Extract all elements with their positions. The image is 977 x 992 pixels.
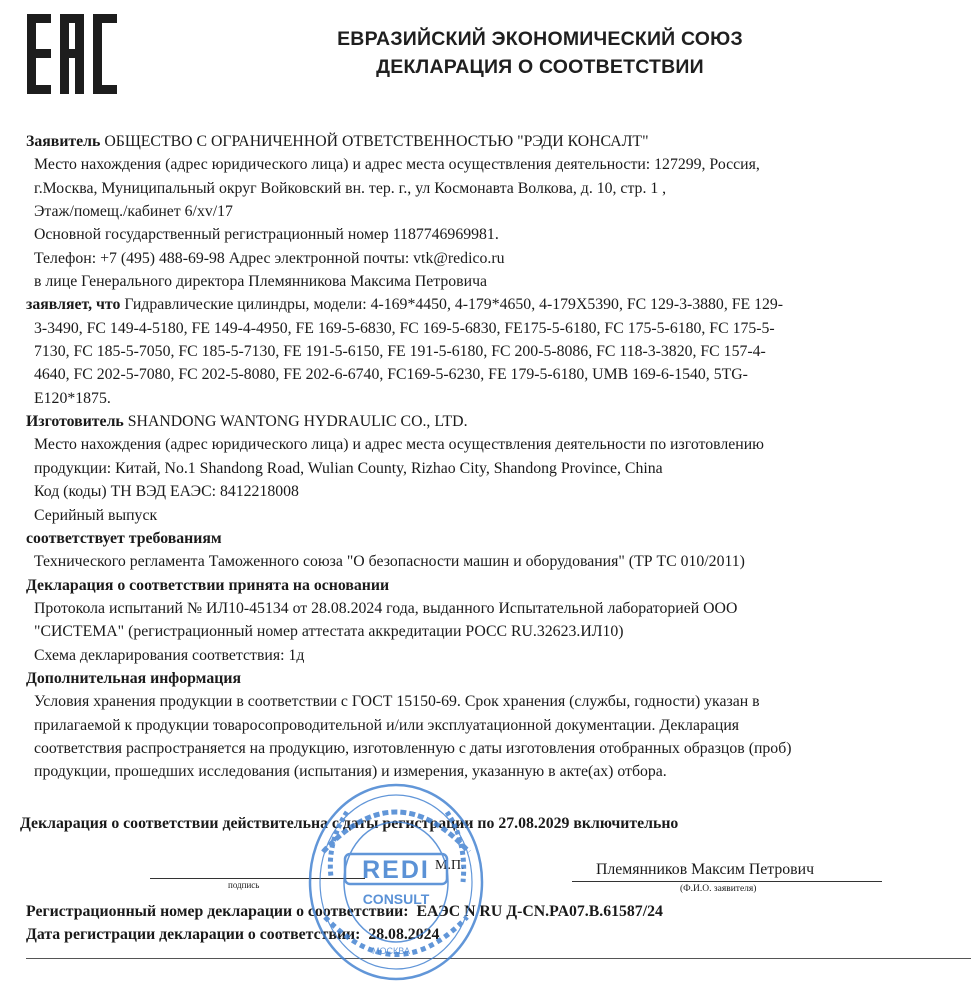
declares-label: заявляет, что xyxy=(26,296,121,314)
eac-logo xyxy=(27,14,119,94)
registration-number: ЕАЭС N RU Д-CN.PA07.B.61587/24 xyxy=(416,903,663,920)
models-line-1: 3-3490, FC 149-4-5180, FE 149-4-4950, FE 169-5-6830, FC 169-5-6830, FE175-5-6180, FC 175-5-6180, FC 175-5- xyxy=(34,319,775,337)
header-line2: ДЕКЛАРАЦИЯ О СООТВЕТСТВИИ xyxy=(376,56,704,78)
models-line-2: 7130, FC 185-5-7050, FC 185-5-7130, FE 191-5-6150, FE 191-5-6180, FC 200-5-8086, FC 118-3-3820, FC 157-4- xyxy=(34,343,766,361)
signer-name: Племянников Максим Петрович xyxy=(596,861,815,878)
manufacturer-line xyxy=(26,410,971,433)
declares-text: Гидравлические цилиндры, модели: 4-169*4450, 4-179*4650, 4-179X5390, FC 129-3-3880, FE 129- xyxy=(120,296,784,314)
serial-release: Серийный выпуск xyxy=(34,506,158,524)
company-stamp xyxy=(307,782,485,982)
applicant-label: Заявитель xyxy=(26,133,101,150)
additional-line-2: прилагаемой к продукции товаросопроводительной и/или эксплуатационной документации. Декларация xyxy=(34,716,740,734)
signature-caption: подпись xyxy=(228,880,260,890)
applicant-line xyxy=(26,130,971,153)
applicant-address-2: г.Москва, Муниципальный округ Войковский вн. тер. г., ул Космонавта Волкова, д. 10, стр. 1 , xyxy=(34,179,667,197)
models-line-3: 4640, FC 202-5-7080, FC 202-5-8080, FE 202-6-6740, FC169-5-6230, FE 179-5-6180, UMB 169-6-1540, 5TG- xyxy=(34,366,748,384)
conformity-label: соответствует требованиям xyxy=(26,529,222,547)
registration-date-label: Дата регистрации декларации о соответствии: xyxy=(26,926,361,943)
stamp-city: МОСКВА xyxy=(372,946,410,956)
manufacturer-address-2: продукции: Китай, No.1 Shandong Road, Wulian County, Rizhao City, Shandong Province, China xyxy=(34,459,663,477)
applicant-name: ОБЩЕСТВО С ОГРАНИЧЕННОЙ ОТВЕТСТВЕННОСТЬЮ "РЭДИ КОНСАЛТ" xyxy=(100,133,649,150)
signer-name-caption: (Ф.И.О. заявителя) xyxy=(680,884,757,894)
additional-line-1: Условия хранения продукции в соответствии с ГОСТ 15150-69. Срок хранения (службы, годности) указан в xyxy=(34,693,760,711)
declares-line xyxy=(26,293,971,316)
hs-code: Код (коды) ТН ВЭД ЕАЭС: 8412218008 xyxy=(34,483,299,501)
registration-date: 28.08.2024 xyxy=(368,926,440,943)
manufacturer-address-1: Место нахождения (адрес юридического лица) и адрес места осуществления деятельности по изготовлению xyxy=(34,436,764,454)
models-line-4: E120*1875. xyxy=(34,389,111,407)
additional-line-3: соответствия распространяется на продукцию, изготовленную с даты изготовления отобранных образцов (проб) xyxy=(34,739,792,757)
additional-label-line xyxy=(26,667,971,690)
additional-line-4: продукции, прошедших исследования (испытания) и измерения, указанную в акте(ах) отбора. xyxy=(34,763,667,781)
name-line xyxy=(572,881,882,882)
manufacturer-name: SHANDONG WANTONG HYDRAULIC CO., LTD. xyxy=(123,413,468,431)
stamp-sub: CONSULT xyxy=(362,891,430,907)
conformity-label-line xyxy=(26,527,971,550)
basis-label: Декларация о соответствии принята на основании xyxy=(26,576,390,594)
manufacturer-label: Изготовитель xyxy=(26,413,124,431)
basis-line-2: "СИСТЕМА" (регистрационный номер аттестата аккредитации РОСС RU.32623.ИЛ10) xyxy=(34,623,624,641)
applicant-contacts: Телефон: +7 (495) 488-69-98 Адрес электронной почты: vtk@redico.ru xyxy=(34,249,505,267)
basis-label-line xyxy=(26,574,971,597)
validity-statement: Декларация о соответствии действительна с даты регистрации по 27.08.2029 включительно xyxy=(20,815,679,832)
header-line1: ЕВРАЗИЙСКИЙ ЭКОНОМИЧЕСКИЙ СОЮЗ xyxy=(337,28,743,50)
additional-label: Дополнительная информация xyxy=(26,669,241,687)
applicant-address-1: Место нахождения (адрес юридического лица) и адрес места осуществления деятельности: 127299, Россия, xyxy=(34,156,760,174)
applicant-address-3: Этаж/помещ./кабинет 6/xv/17 xyxy=(34,203,233,221)
document-body xyxy=(26,130,971,784)
stamp-place-label: М.П. xyxy=(435,858,465,873)
conformity-text: Технического регламента Таможенного союза "О безопасности машин и оборудования" (ТР ТС 010/2011) xyxy=(34,553,745,571)
applicant-representative: в лице Генерального директора Племянникова Максима Петровича xyxy=(34,273,488,291)
applicant-ogrn: Основной государственный регистрационный номер 1187746969981. xyxy=(34,226,499,244)
bottom-rule xyxy=(26,958,971,959)
basis-scheme: Схема декларирования соответствия: 1д xyxy=(34,646,305,664)
registration-number-label: Регистрационный номер декларации о соответствии: xyxy=(26,903,409,920)
stamp-logo: REDI xyxy=(362,856,430,884)
basis-line-1: Протокола испытаний № ИЛ10-45134 от 28.08.2024 года, выданного Испытательной лабораторией ООО xyxy=(34,599,738,617)
